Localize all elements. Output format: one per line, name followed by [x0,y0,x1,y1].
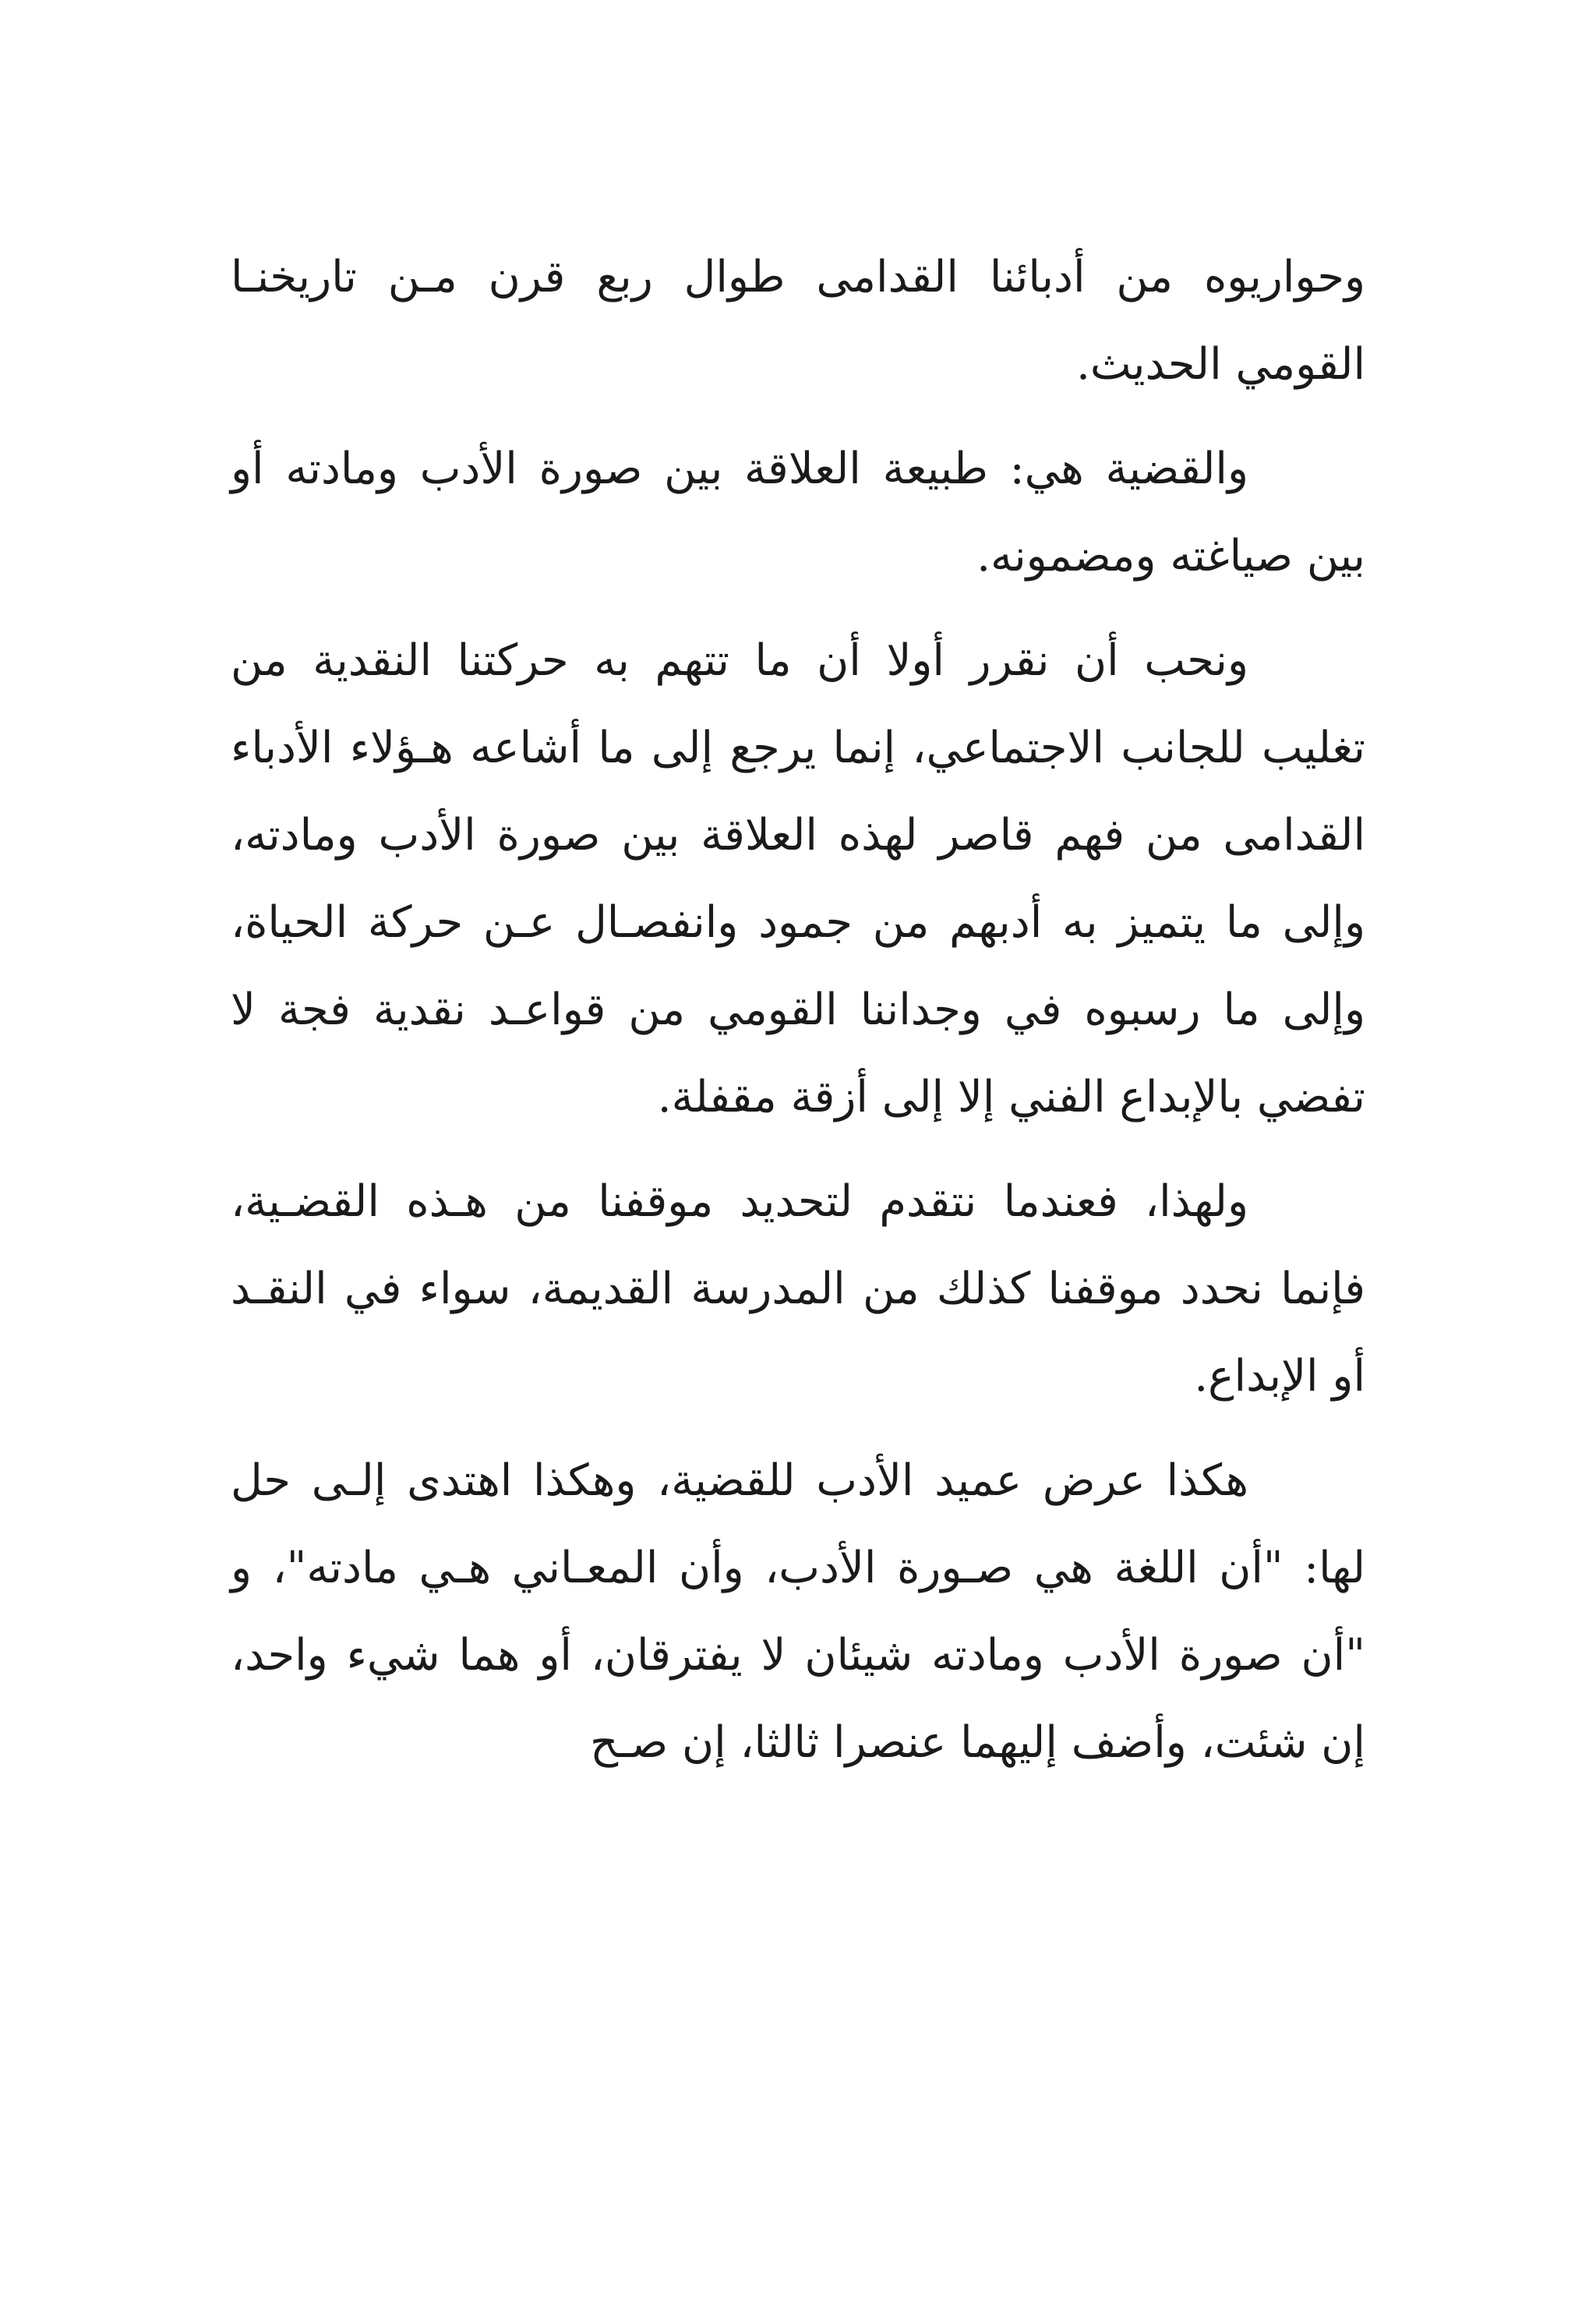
paragraph-4: ولهذا، فعندما نتقدم لتحديد موقفنا من هـذه القضـية، فإنما نحدد موقفنا كذلك من المدرسة القديمة، سواء في النقـد أو الإبداع. [231,1176,1365,1402]
paragraph-1: وحواريوه من أدبائنا القدامى طوال ربع قرن مـن تاريخنـا القومي الحديث. [231,252,1365,390]
paragraph-3: ونحب أن نقرر أولا أن ما تتهم به حركتنا النقدية من تغليب للجانب الاجتماعي، إنما يرجع إلى ما أشاعه هـؤلاء الأدباء القدامى من فهم قاصر لهذه العلاقة بين صورة الأدب ومادته، وإلى ما يتميز به أدبهم من جمود وانفصـال عـن حركة الحياة، وإلى ما رسبوه في وجداننا القومي من قواعـد نقدية فجة لا تفضي بالإبداع الفني إلا إلى أزقة مقفلة. [231,635,1366,1122]
paragraph-2: والقضية هي: طبيعة العلاقة بين صورة الأدب ومادته أو بين صياغته ومضمونه. [231,444,1365,582]
document-page [231,234,1365,1804]
paragraph-5: هكذا عرض عميد الأدب للقضية، وهكذا اهتدى إلـى حل لها: "أن اللغة هي صـورة الأدب، وأن المعـاني هـي مادته"، و "أن صورة الأدب ومادته شيئان لا يفترقان، أو هما شيء واحد، إن شئت، وأضف إليهما عنصرا ثالثا، إن صـح [231,1455,1366,1768]
